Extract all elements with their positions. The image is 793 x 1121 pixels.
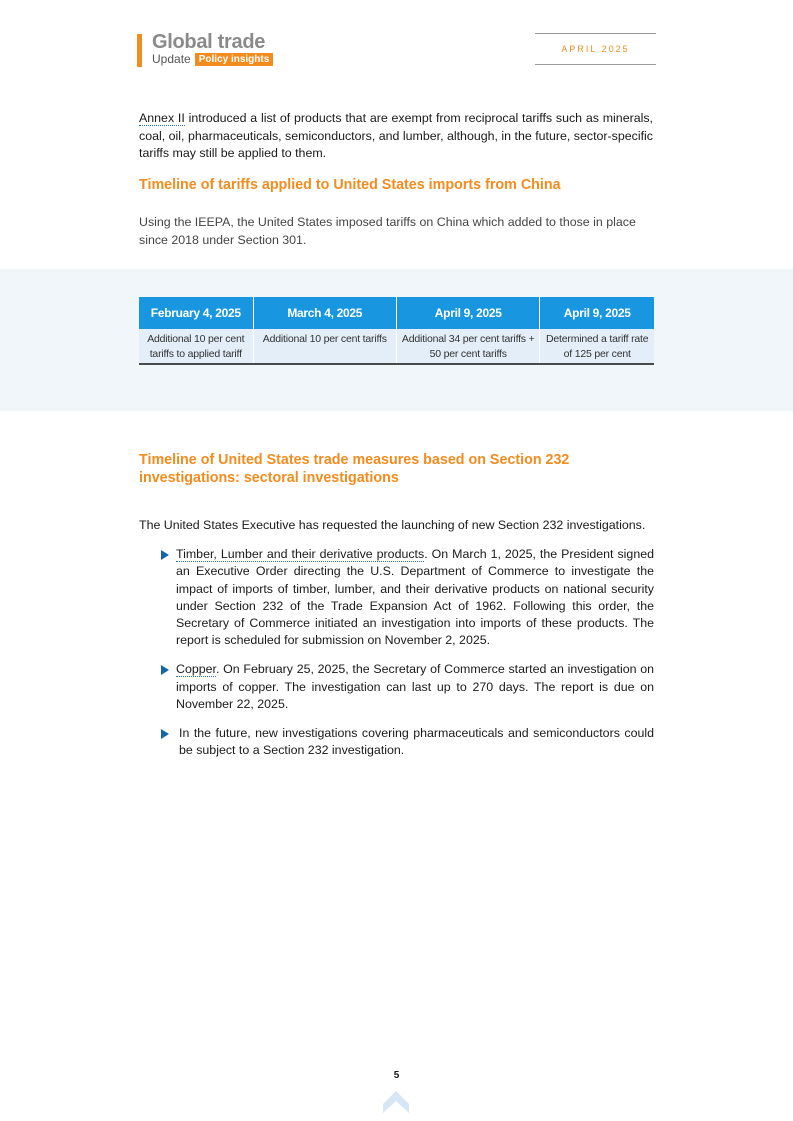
table-header-row [139,297,654,329]
table-cell: Determined a tariff rate of 125 per cent [540,329,654,364]
table-cell: Additional 34 per cent tariffs + 50 per cent tariffs [396,329,539,364]
table-header-cell: March 4, 2025 [253,297,396,329]
copper-link[interactable]: Copper [176,662,216,677]
section1-paragraph: Using the IEEPA, the United States imposed tariffs on China which added to those in place since 2018 under Section 301. [139,215,636,247]
policy-insights-badge: Policy insights [195,53,274,66]
list-item-text: . On March 1, 2025, the President signed an Executive Order directing the U.S. Department of Commerce to investigate the impact of imports of timber, lumber, and their derivative products on national security under Section 232 of the Trade Expansion Act of 1962. Following this order, the Secretary of Commerce initiated an investigation into imports of these products. The report is scheduled for submission on November 2, 2025. [176,547,654,648]
publication-subtitle [152,52,273,66]
section2-paragraph: The United States Executive has requested the launching of new Section 232 investigations. [139,518,646,532]
section-heading-china-timeline: Timeline of tariffs applied to United States imports from China [139,177,561,193]
table-header-cell: February 4, 2025 [139,297,253,329]
table-cell: Additional 10 per cent tariffs [253,329,396,364]
list-item [161,661,654,713]
chevron-up-icon [383,1091,409,1113]
header-accent-bar [137,34,142,67]
table-row [139,329,654,364]
table-header-cell: April 9, 2025 [540,297,654,329]
tariff-timeline-table [139,297,654,365]
annex-ii-link[interactable]: Annex II [139,111,185,125]
intro-paragraph [139,110,653,163]
table-cell: Additional 10 per cent tariffs to applied tariff [139,329,253,364]
list-item [161,546,654,650]
page-number: 5 [393,1070,400,1081]
list-item [161,725,654,760]
back-to-top-icon[interactable] [381,1089,411,1115]
issue-date: APRIL 2025 [535,33,656,65]
section-heading-section-232: Timeline of United States trade measures based on Section 232 investigations: sectoral investigations [139,452,570,486]
subtitle-label: Update [152,52,191,66]
bullet-arrow-icon [161,665,169,675]
bullet-arrow-icon [161,550,169,560]
intro-text: introduced a list of products that are exempt from reciprocal tariffs such as minerals, coal, oil, pharmaceuticals, semiconductors, and lumber, although, in the future, sector-specific tariffs may still be applied to them. [139,111,654,160]
bullet-arrow-icon [161,729,169,739]
investigation-list [161,546,654,771]
timber-lumber-link[interactable]: Timber, Lumber and their derivative products [176,547,425,561]
table-header-cell: April 9, 2025 [396,297,539,329]
publication-title: Global trade [152,31,266,53]
list-item-text: . On February 25, 2025, the Secretary of Commerce started an investigation on imports of copper. The investigation can last up to 270 days. The report is due on November 22, 2025. [176,662,654,711]
list-item-text: In the future, new investigations covering pharmaceuticals and semiconductors could be subject to a Section 232 investigation. [179,725,654,757]
